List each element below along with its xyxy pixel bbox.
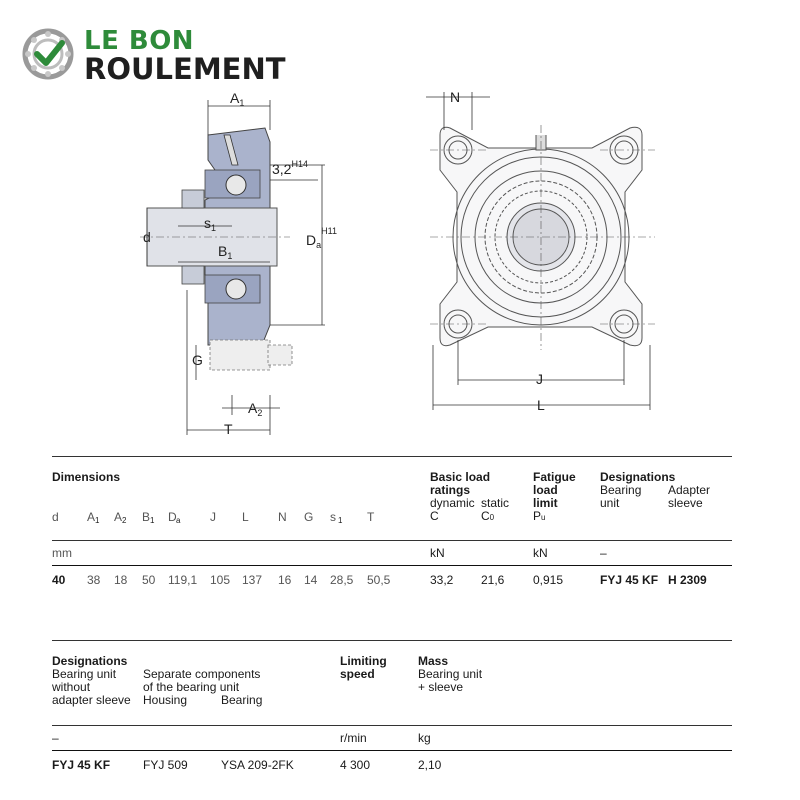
load-static-label: static C0 [481,496,510,523]
value-housing: FYJ 509 [143,758,188,772]
label-tolerance: $3,2^{H14}$ [272,159,308,177]
label-d: d [143,229,151,245]
column-header-sub: 1 [338,516,343,525]
table-cell: 137 [242,573,263,587]
table-cell: 28,5 [330,573,354,587]
value-Pu: 0,915 [533,573,564,587]
column-header: A [114,510,123,524]
column-header-sub: a [176,516,181,525]
load-dynamic-label: dynamic C [430,496,475,523]
table-cell: 18 [114,573,128,587]
column-header: D [168,510,177,524]
fatigue-header: Fatigue load limit [533,470,576,510]
logo-line-1: LE BON [84,26,195,56]
label-G: G [192,352,203,368]
value-C0: 21,6 [481,573,505,587]
fatigue-symbol: Pu [533,509,546,523]
housing-label: Housing [143,693,188,707]
table-cell: 105 [210,573,231,587]
value-bearing: YSA 209-2FK [221,758,294,772]
label-Da: $D_a^{H11}$ [306,226,337,250]
value-sleeve-designation: H 2309 [668,573,707,587]
table-cell: 50,5 [367,573,391,587]
mass-header: Mass [418,654,449,668]
logo-line-2: ROULEMENT [84,52,286,86]
unit-designation: – [600,546,607,560]
side-section-view [140,90,337,437]
column-header: s [330,510,336,524]
limiting-speed-header: Limiting speed [340,654,387,681]
unit-fatigue: kN [533,546,548,560]
value-speed: 4 300 [340,758,371,772]
separate-components-header: Separate components of the bearing unit [143,667,261,694]
bearing-unit-label: Bearing unit [600,483,642,510]
designations-sub: Bearing unit without adapter sleeve [52,667,131,707]
value-C: 33,2 [430,573,454,587]
label-L: L [537,397,545,413]
table-cell: 50 [142,573,156,587]
unit-speed: r/min [340,731,367,745]
dimensions-header: Dimensions [52,470,121,484]
mass-sub: Bearing unit + sleeve [418,667,483,694]
label-s1: $s_1$ [204,215,217,233]
designations-header-2: Designations [52,654,128,668]
column-header-sub: 1 [95,516,100,525]
table-cell: 119,1 [168,573,198,587]
label-A1: $A_1$ [230,90,245,108]
designations-header: Designations [600,470,676,484]
column-header-sub: 1 [150,516,155,525]
load-ratings-header: Basic load ratings [430,470,491,497]
table-cell: 38 [87,573,101,587]
table-cell: 14 [304,573,318,587]
value-mass: 2,10 [418,758,442,772]
label-N: N [450,89,461,105]
unit-designation-2: – [52,731,59,745]
value-unit-designation: FYJ 45 KF [600,573,659,587]
label-B1: $B_1$ [218,243,233,261]
unit-mass: kg [418,731,431,745]
unit-load: kN [430,546,445,560]
column-header: N [278,510,287,524]
unit-mm: mm [52,546,72,560]
bearing-label: Bearing [221,693,263,707]
column-header: L [242,510,249,524]
value-unit-2: FYJ 45 KF [52,758,111,772]
label-T: T [224,421,233,437]
column-header: B [142,510,151,524]
column-header: G [304,510,314,524]
column-header: T [367,510,375,524]
table-cell: 40 [52,573,66,587]
column-header: J [210,510,216,524]
column-header-sub: 2 [122,516,127,525]
label-J: J [536,371,543,387]
adapter-sleeve-label: Adapter sleeve [668,483,711,510]
column-header: A [87,510,96,524]
front-view [426,92,655,410]
table-cell: 16 [278,573,292,587]
label-A2: $A_2$ [248,400,263,418]
column-header: d [52,510,59,524]
